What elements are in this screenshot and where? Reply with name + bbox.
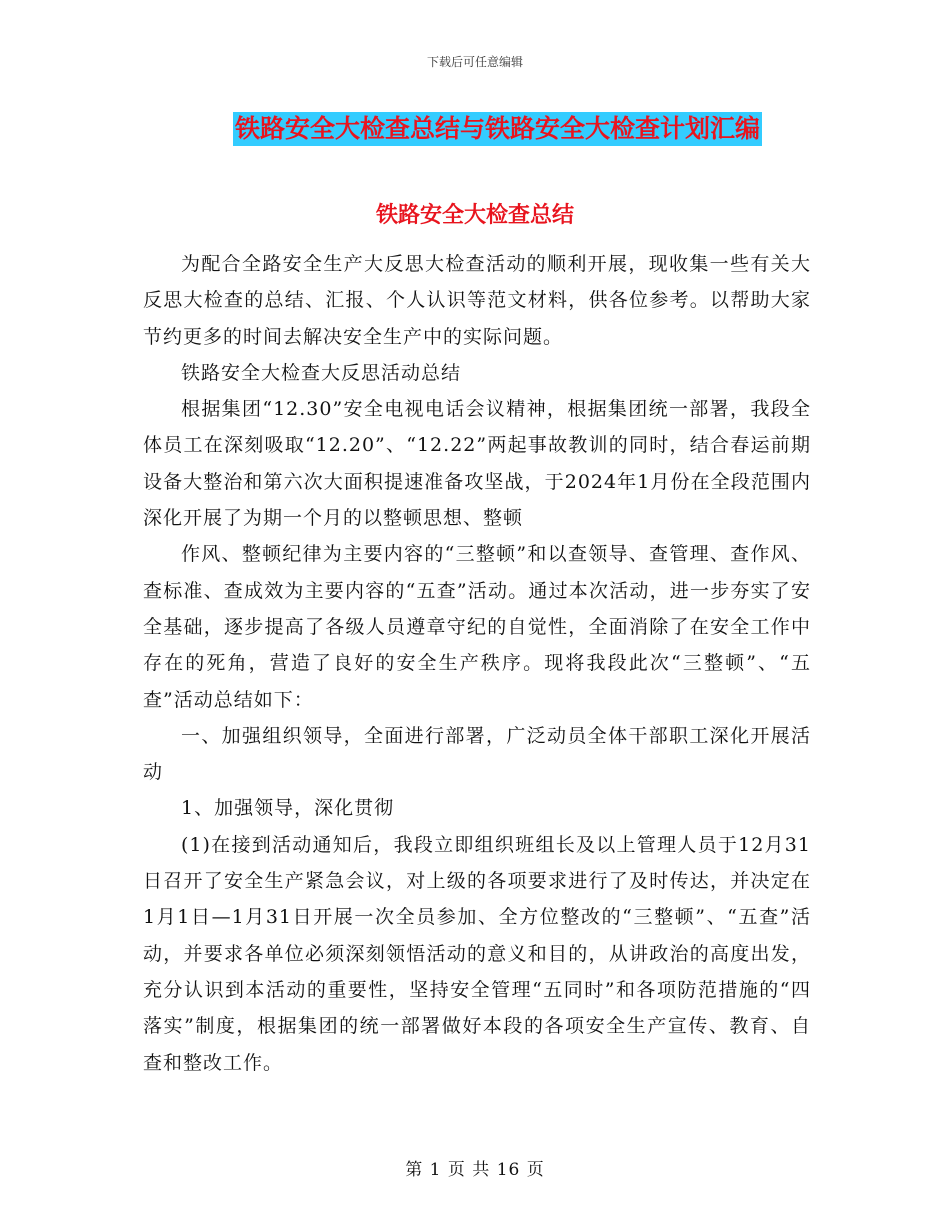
document-body: [143, 246, 811, 1081]
section-title: 铁路安全大检查总结: [375, 203, 574, 228]
page-footer: 第 1 页 共 16 页: [405, 1160, 545, 1180]
main-title: 铁路安全大检查总结与铁路安全大检查计划汇编: [233, 112, 762, 146]
main-title-wrap: [0, 112, 950, 146]
paragraph: 根据集团“12.30”安全电视电话会议精神，根据集团统一部署，我段全体员工在深刻吸取“12.20”、“12.22”两起事故教训的同时，结合春运前期设备大整治和第六次大面积提速准备攻坚战，于2024年1月份在全段范围内深化开展了为期一个月的以整顿思想、整顿: [143, 398, 811, 530]
paragraph: 为配合全路安全生产大反思大检查活动的顺利开展，现收集一些有关大反思大检查的总结、汇报、个人认识等范文材料，供各位参考。以帮助大家节约更多的时间去解决安全生产中的实际问题。: [143, 253, 811, 348]
paragraph: 作风、整顿纪律为主要内容的“三整顿”和以查领导、查管理、查作风、查标准、查成效为主要内容的“五查”活动。通过本次活动，进一步夯实了安全基础，逐步提高了各级人员遵章守纪的自觉性，全面消除了在安全工作中存在的死角，营造了良好的安全生产秩序。现将我段此次“三整顿”、“五查”活动总结如下：: [143, 543, 811, 711]
header-note: 下载后可任意编辑: [426, 55, 523, 69]
paragraph: 1、加强领导，深化贯彻: [181, 797, 395, 820]
paragraph: 铁路安全大检查大反思活动总结: [181, 361, 462, 384]
paragraph: (1)在接到活动通知后，我段立即组织班组长及以上管理人员于12月31日召开了安全生产紧急会议，对上级的各项要求进行了及时传达，并决定在1月1日—1月31日开展一次全员参加、全方位整改的“三整顿”、“五查”活动，并要求各单位必须深刻领悟活动的意义和目的，从讲政治的高度出发，充分认识到本活动的重要性，坚持安全管理“五同时”和各项防范措施的“四落实”制度，根据集团的统一部署做好本段的各项安全生产宣传、教育、自查和整改工作。: [143, 833, 811, 1074]
paragraph: 一、加强组织领导，全面进行部署，广泛动员全体干部职工深化开展活动: [143, 724, 811, 784]
